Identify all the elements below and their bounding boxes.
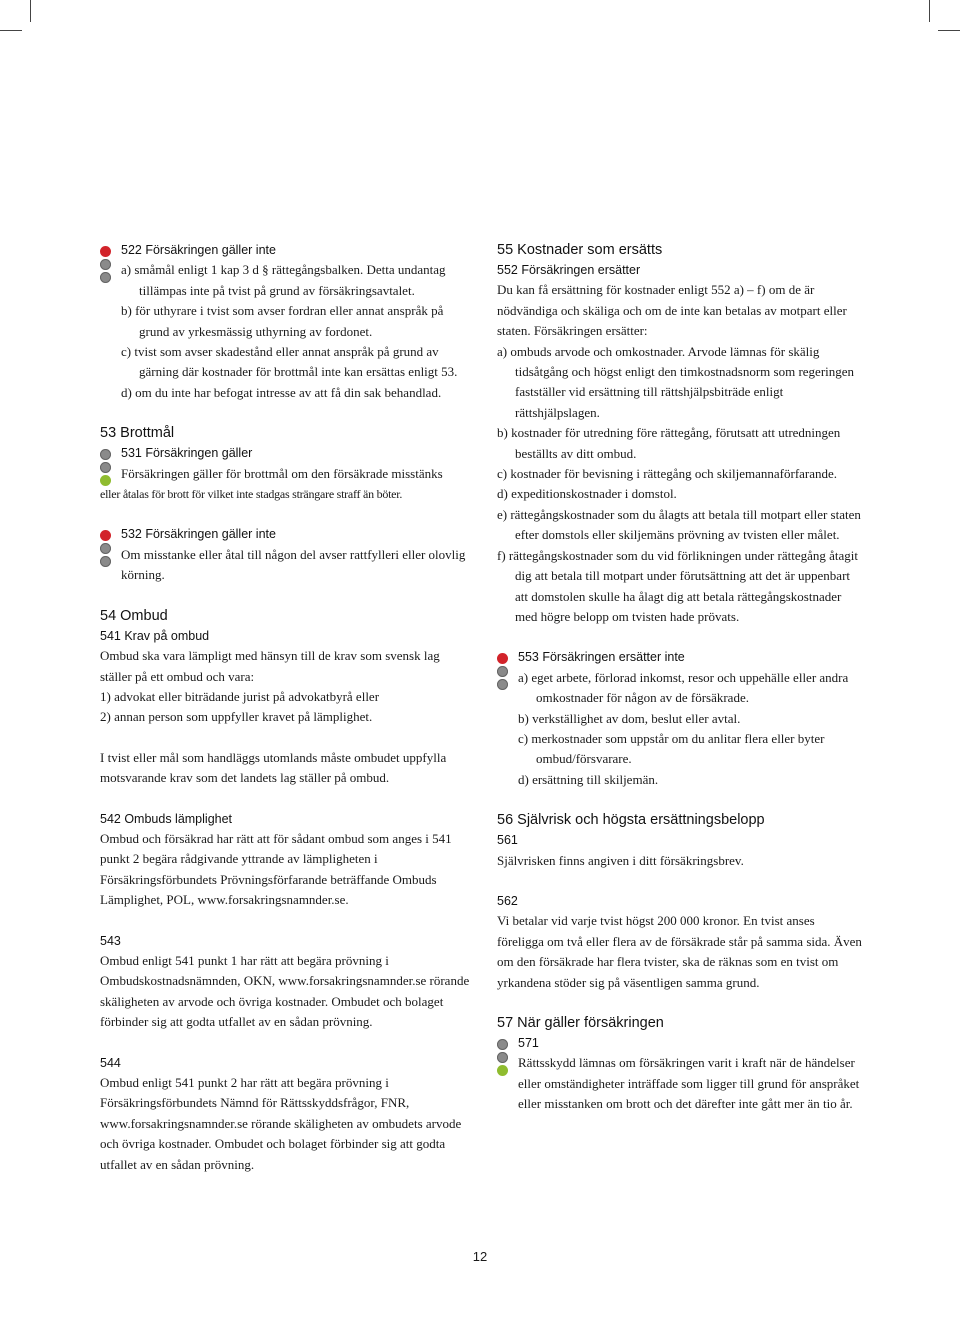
list-item: c) merkostnader som uppstår om du anlitar flera eller byter ombud/försvarare. (518, 730, 825, 767)
paragraph: Ombud och försäkrad har rätt att för sådant ombud som anges i 541 punkt 2 begära rådgivande yttrande av lämpligheten i Försäkringsförbundets Prövningsförfarande beträffande Ombuds Lämplighet, POL, www.forsakringsnamnder.se. (100, 830, 452, 908)
left-column (100, 240, 470, 1175)
heading-544: 544 (100, 1055, 121, 1070)
heading-571: 571 (518, 1036, 539, 1050)
list-item: f) rättegångskostnader som du vid förlikningen under rättegång åtagit dig att betala till motpart under förutsättning att det är uppenbart att domstolen skulle ha ålagt dig att betala rättegångskostnader med högre belopp om tvisten hade prövats. (497, 547, 859, 624)
paragraph: Ombud ska vara lämpligt med hänsyn till de krav som svensk lag ställer på ett ombud och vara: (100, 648, 440, 684)
section-532 (100, 524, 470, 585)
heading-55: 55 Kostnader som ersätts (497, 242, 663, 258)
list-item: b) verkställighet av dom, beslut eller avtal. (518, 710, 741, 726)
traffic-light-red-icon (497, 653, 508, 692)
traffic-light-green-icon (497, 1039, 508, 1078)
list-item: d) om du inte har befogat intresse av att få din sak behandlad. (121, 384, 442, 400)
crop-mark (30, 0, 31, 22)
list-item: a) eget arbete, förlorad inkomst, resor och uppehälle eller andra omkostnader för någon av de försäkrade. (518, 669, 849, 706)
heading-552: 552 Försäkringen ersätter (497, 263, 641, 277)
heading-57: 57 När gäller försäkringen (497, 1015, 664, 1031)
list-item: e) rättegångskostnader som du ålagts att betala till motpart eller staten efter domstols eller skiljemäns prövning av tvisten eller målet. (497, 506, 861, 543)
heading-531: 531 Försäkringen gäller (121, 446, 253, 461)
heading-542: 542 Ombuds lämplighet (100, 811, 233, 826)
heading-543: 543 (100, 933, 121, 948)
heading-56: 56 Självrisk och högsta ersättningsbelopp (497, 812, 765, 829)
traffic-light-red-icon (100, 530, 111, 569)
heading-532: 532 Försäkringen gäller inte (121, 527, 276, 542)
crop-mark (938, 30, 960, 31)
list-item: 1) advokat eller biträdande jurist på advokatbyrå eller (100, 688, 380, 704)
list-item: a) småmål enligt 1 kap 3 d § rättegångsbalken. Detta undantag tillämpas inte på tvist på grund av försäkringsavtalet. (121, 262, 446, 298)
traffic-light-red-icon (100, 246, 111, 285)
list-item: b) kostnader för utredning före rättegång, förutsatt att utredningen beställts av ditt ombud. (497, 425, 841, 461)
list-item: c) tvist som avser skadestånd eller annat anspråk på grund av gärning där kostnader för brottmål inte kan ersättas enligt 53. (121, 344, 458, 380)
section-531 (100, 443, 470, 504)
page-number: 12 (472, 1249, 488, 1264)
list-item: b) för uthyrare i tvist som avser fordran eller annat anspråk på grund av yrkesmässig uthyrning av fordonet. (121, 303, 444, 339)
paragraph: Ombud enligt 541 punkt 1 har rätt att begära prövning i Ombudskostnadsnämnden, OKN, www.forsakringsnamnder.se rörande skäligheten av arvode och övriga kostnader. Ombudet och bolaget förbinder sig att godta utfallet av en sådan prövning. (100, 952, 470, 1030)
heading-541: 541 Krav på ombud (100, 628, 210, 643)
paragraph: Försäkringen gäller för brottmål om den försäkrade misstänks (121, 465, 443, 481)
heading-522: 522 Försäkringen gäller inte (121, 243, 276, 257)
list-item: 2) annan person som uppfyller kravet på lämplighet. (100, 709, 373, 725)
list-item: d) ersättning till skiljemän. (518, 771, 659, 787)
paragraph: Om misstanke eller åtal till någon del avser rattfylleri eller olovlig körning. (121, 546, 466, 583)
right-column (497, 240, 862, 1115)
crop-mark (929, 0, 930, 22)
section-571 (497, 1033, 862, 1115)
traffic-light-green-icon (100, 449, 111, 488)
heading-561: 561 (497, 833, 518, 848)
paragraph: Du kan få ersättning för kostnader enligt 552 a) – f) om de är nödvändiga och skäliga och om de inte kan betalas av motpart eller staten. Försäkringen ersätter: (497, 282, 847, 339)
heading-553: 553 Försäkringen ersätter inte (518, 650, 685, 665)
section-553 (497, 647, 862, 790)
paragraph: Vi betalar vid varje tvist högst 200 000 kronor. En tvist anses föreligga om två eller flera av de försäkrade står på samma sida. Även om den försäkrade har flera tvister, ska de räknas som en tvist om yrkandena stöder sig på väsentligen samma grund. (497, 913, 862, 990)
paragraph: Självrisken finns angiven i ditt försäkringsbrev. (497, 852, 744, 868)
paragraph: Rättsskydd lämnas om försäkringen varit i kraft när de händelser eller omständigheter inträffade som ligger till grund för anspråket eller misstanken om brott och det därefter inte gått mer än tio år. (518, 1055, 860, 1112)
section-522 (100, 240, 470, 403)
heading-53: 53 Brottmål (100, 425, 175, 442)
paragraph: eller åtalas för brott för vilket inte stadgas strängare straff än böter. (100, 487, 403, 502)
paragraph: Ombud enligt 541 punkt 2 har rätt att begära prövning i Försäkringsförbundets Nämnd för Rättsskyddsfrågor, FNR, www.forsakringsnamnder.se rörande skäligheten av ombudets arvode och övriga kostnader. Ombudet och bolaget förbinder sig att godta utfallet av en sådan prövning. (100, 1075, 462, 1172)
list-item: a) ombuds arvode och omkostnader. Arvode lämnas för skälig tidsåtgång och högst enligt den timkostnadsnorm som regeringen fastställer vid ersättning till rättshjälpsbiträde enligt rättshjälpslagen. (497, 343, 855, 420)
heading-54: 54 Ombud (100, 607, 168, 624)
crop-mark (0, 30, 22, 31)
list-item: c) kostnader för bevisning i rättegång och skiljemannaförfarande. (497, 466, 838, 482)
paragraph: I tvist eller mål som handläggs utomlands måste ombudet uppfylla motsvarande krav som det landets lag ställer på ombud. (100, 749, 447, 786)
list-item: d) expeditionskostnader i domstol. (497, 486, 677, 502)
heading-562: 562 (497, 893, 518, 908)
